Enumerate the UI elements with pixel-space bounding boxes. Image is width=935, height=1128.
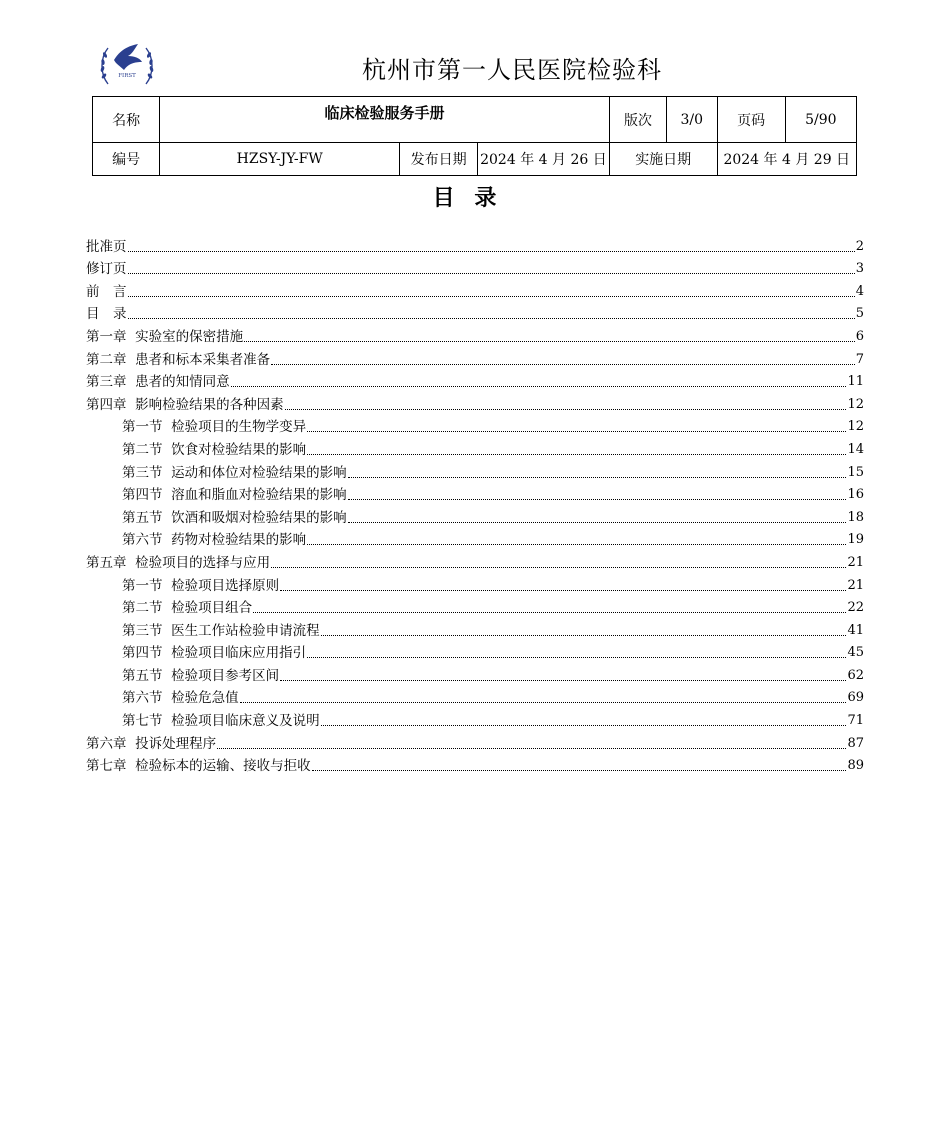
toc-entry[interactable] bbox=[86, 256, 864, 279]
toc-dot-leader bbox=[312, 769, 847, 771]
toc-entry-label: 第四章 影响检验结果的各种因素 bbox=[86, 396, 284, 413]
toc-entry[interactable] bbox=[86, 685, 864, 708]
toc-dot-leader bbox=[280, 589, 846, 591]
toc-entry-page: 41 bbox=[847, 622, 864, 638]
toc-entry-label: 前 言 bbox=[86, 283, 127, 300]
code-value: HZSY-JY-FW bbox=[160, 143, 400, 176]
toc-entry-page: 21 bbox=[847, 577, 864, 593]
toc-dot-leader bbox=[348, 498, 847, 500]
toc-entry[interactable] bbox=[86, 346, 864, 369]
toc-dot-leader bbox=[128, 272, 855, 274]
toc-dot-leader bbox=[321, 634, 847, 636]
toc-entry-page: 21 bbox=[847, 554, 864, 570]
toc-entry-label: 第二节 饮食对检验结果的影响 bbox=[122, 441, 307, 458]
toc-entry-label: 第一节 检验项目的生物学变异 bbox=[122, 419, 307, 436]
table-of-contents bbox=[86, 233, 864, 775]
toc-dot-leader bbox=[217, 747, 846, 749]
toc-dot-leader bbox=[128, 295, 855, 297]
toc-entry-label: 第六节 检验危急值 bbox=[122, 690, 239, 707]
version-label: 版次 bbox=[609, 97, 666, 143]
document-header-table bbox=[92, 96, 857, 176]
toc-entry[interactable] bbox=[86, 595, 864, 618]
toc-dot-leader bbox=[348, 476, 847, 478]
toc-heading: 目 录 bbox=[432, 186, 503, 211]
toc-dot-leader bbox=[244, 340, 855, 342]
toc-entry[interactable] bbox=[86, 459, 864, 482]
document-name: 临床检验服务手册 bbox=[160, 97, 610, 143]
toc-entry-label: 第二节 检验项目组合 bbox=[122, 600, 253, 617]
toc-dot-leader bbox=[307, 430, 846, 432]
toc-entry-label: 第五节 饮酒和吸烟对检验结果的影响 bbox=[122, 509, 347, 526]
toc-dot-leader bbox=[253, 611, 846, 613]
toc-entry-page: 87 bbox=[847, 735, 864, 751]
effective-date-value: 2024 年 4 月 29 日 bbox=[717, 143, 856, 176]
toc-entry-label: 第七节 检验项目临床意义及说明 bbox=[122, 713, 320, 730]
toc-entry-page: 19 bbox=[847, 532, 864, 548]
toc-dot-leader bbox=[271, 566, 846, 568]
toc-entry-label: 第四节 溶血和脂血对检验结果的影响 bbox=[122, 487, 347, 504]
toc-entry-page: 12 bbox=[847, 419, 864, 435]
toc-entry-page: 2 bbox=[855, 238, 864, 254]
toc-entry[interactable] bbox=[86, 301, 864, 324]
toc-entry[interactable] bbox=[86, 640, 864, 663]
toc-entry[interactable] bbox=[86, 527, 864, 550]
toc-entry[interactable] bbox=[86, 369, 864, 392]
toc-entry-page: 69 bbox=[847, 690, 864, 706]
toc-dot-leader bbox=[271, 363, 855, 365]
toc-entry-page: 7 bbox=[855, 351, 864, 367]
toc-entry[interactable] bbox=[86, 414, 864, 437]
toc-entry-page: 22 bbox=[847, 600, 864, 616]
toc-entry-page: 12 bbox=[847, 396, 864, 412]
toc-dot-leader bbox=[280, 679, 846, 681]
page-value: 5/90 bbox=[785, 97, 856, 143]
toc-entry[interactable] bbox=[86, 436, 864, 459]
toc-entry[interactable] bbox=[86, 753, 864, 776]
toc-entry-page: 4 bbox=[855, 283, 864, 299]
publish-date-label: 发布日期 bbox=[400, 143, 478, 176]
toc-entry-page: 16 bbox=[847, 487, 864, 503]
svg-text:FIRST: FIRST bbox=[118, 73, 136, 79]
organization-title: 杭州市第一人民医院检验科 bbox=[362, 56, 662, 84]
toc-entry[interactable] bbox=[86, 662, 864, 685]
publish-date-value: 2024 年 4 月 26 日 bbox=[477, 143, 609, 176]
toc-entry-label: 第三节 运动和体位对检验结果的影响 bbox=[122, 464, 347, 481]
toc-entry-page: 14 bbox=[847, 441, 864, 457]
toc-entry[interactable] bbox=[86, 278, 864, 301]
toc-entry[interactable] bbox=[86, 233, 864, 256]
toc-entry-label: 第一节 检验项目选择原则 bbox=[122, 577, 280, 594]
toc-dot-leader bbox=[307, 453, 846, 455]
toc-entry-label: 第三章 患者的知情同意 bbox=[86, 374, 230, 391]
toc-entry[interactable] bbox=[86, 504, 864, 527]
toc-entry-label: 第三节 医生工作站检验申请流程 bbox=[122, 622, 320, 639]
toc-entry-label: 第六节 药物对检验结果的影响 bbox=[122, 532, 307, 549]
toc-entry[interactable] bbox=[86, 730, 864, 753]
effective-date-label: 实施日期 bbox=[609, 143, 717, 176]
toc-entry-page: 3 bbox=[855, 261, 864, 277]
toc-dot-leader bbox=[348, 521, 847, 523]
toc-entry-page: 62 bbox=[847, 667, 864, 683]
toc-dot-leader bbox=[128, 317, 855, 319]
toc-entry-page: 89 bbox=[847, 758, 864, 774]
version-value: 3/0 bbox=[667, 97, 717, 143]
toc-entry-page: 45 bbox=[847, 645, 864, 661]
toc-entry-label: 第五节 检验项目参考区间 bbox=[122, 667, 280, 684]
toc-entry-page: 71 bbox=[847, 713, 864, 729]
toc-dot-leader bbox=[240, 701, 847, 703]
toc-entry-label: 第四节 检验项目临床应用指引 bbox=[122, 645, 307, 662]
name-label: 名称 bbox=[93, 97, 160, 143]
toc-entry-label: 第七章 检验标本的运输、接收与拒收 bbox=[86, 758, 311, 775]
toc-dot-leader bbox=[321, 724, 847, 726]
toc-entry[interactable] bbox=[86, 617, 864, 640]
toc-entry-page: 15 bbox=[847, 464, 864, 480]
toc-entry-page: 5 bbox=[855, 306, 864, 322]
toc-entry[interactable] bbox=[86, 572, 864, 595]
toc-dot-leader bbox=[285, 408, 847, 410]
toc-entry-label: 第六章 投诉处理程序 bbox=[86, 735, 217, 752]
toc-entry-page: 18 bbox=[847, 509, 864, 525]
toc-entry[interactable] bbox=[86, 549, 864, 572]
toc-dot-leader bbox=[307, 543, 846, 545]
toc-entry[interactable] bbox=[86, 391, 864, 414]
toc-dot-leader bbox=[307, 656, 846, 658]
toc-entry[interactable] bbox=[86, 707, 864, 730]
toc-entry-label: 修订页 bbox=[86, 261, 127, 278]
toc-entry-label: 目 录 bbox=[86, 306, 127, 323]
toc-entry-label: 第五章 检验项目的选择与应用 bbox=[86, 554, 271, 571]
toc-entry[interactable] bbox=[86, 323, 864, 346]
toc-entry-label: 第二章 患者和标本采集者准备 bbox=[86, 351, 271, 368]
toc-entry-label: 第一章 实验室的保密措施 bbox=[86, 328, 244, 345]
toc-dot-leader bbox=[128, 250, 855, 252]
page-label: 页码 bbox=[717, 97, 785, 143]
code-label: 编号 bbox=[93, 143, 160, 176]
toc-entry-page: 11 bbox=[847, 374, 864, 390]
toc-dot-leader bbox=[231, 385, 847, 387]
toc-entry[interactable] bbox=[86, 482, 864, 505]
dove-wreath-logo-icon bbox=[98, 40, 156, 90]
toc-entry-page: 6 bbox=[855, 328, 864, 344]
toc-entry-label: 批准页 bbox=[86, 238, 127, 255]
